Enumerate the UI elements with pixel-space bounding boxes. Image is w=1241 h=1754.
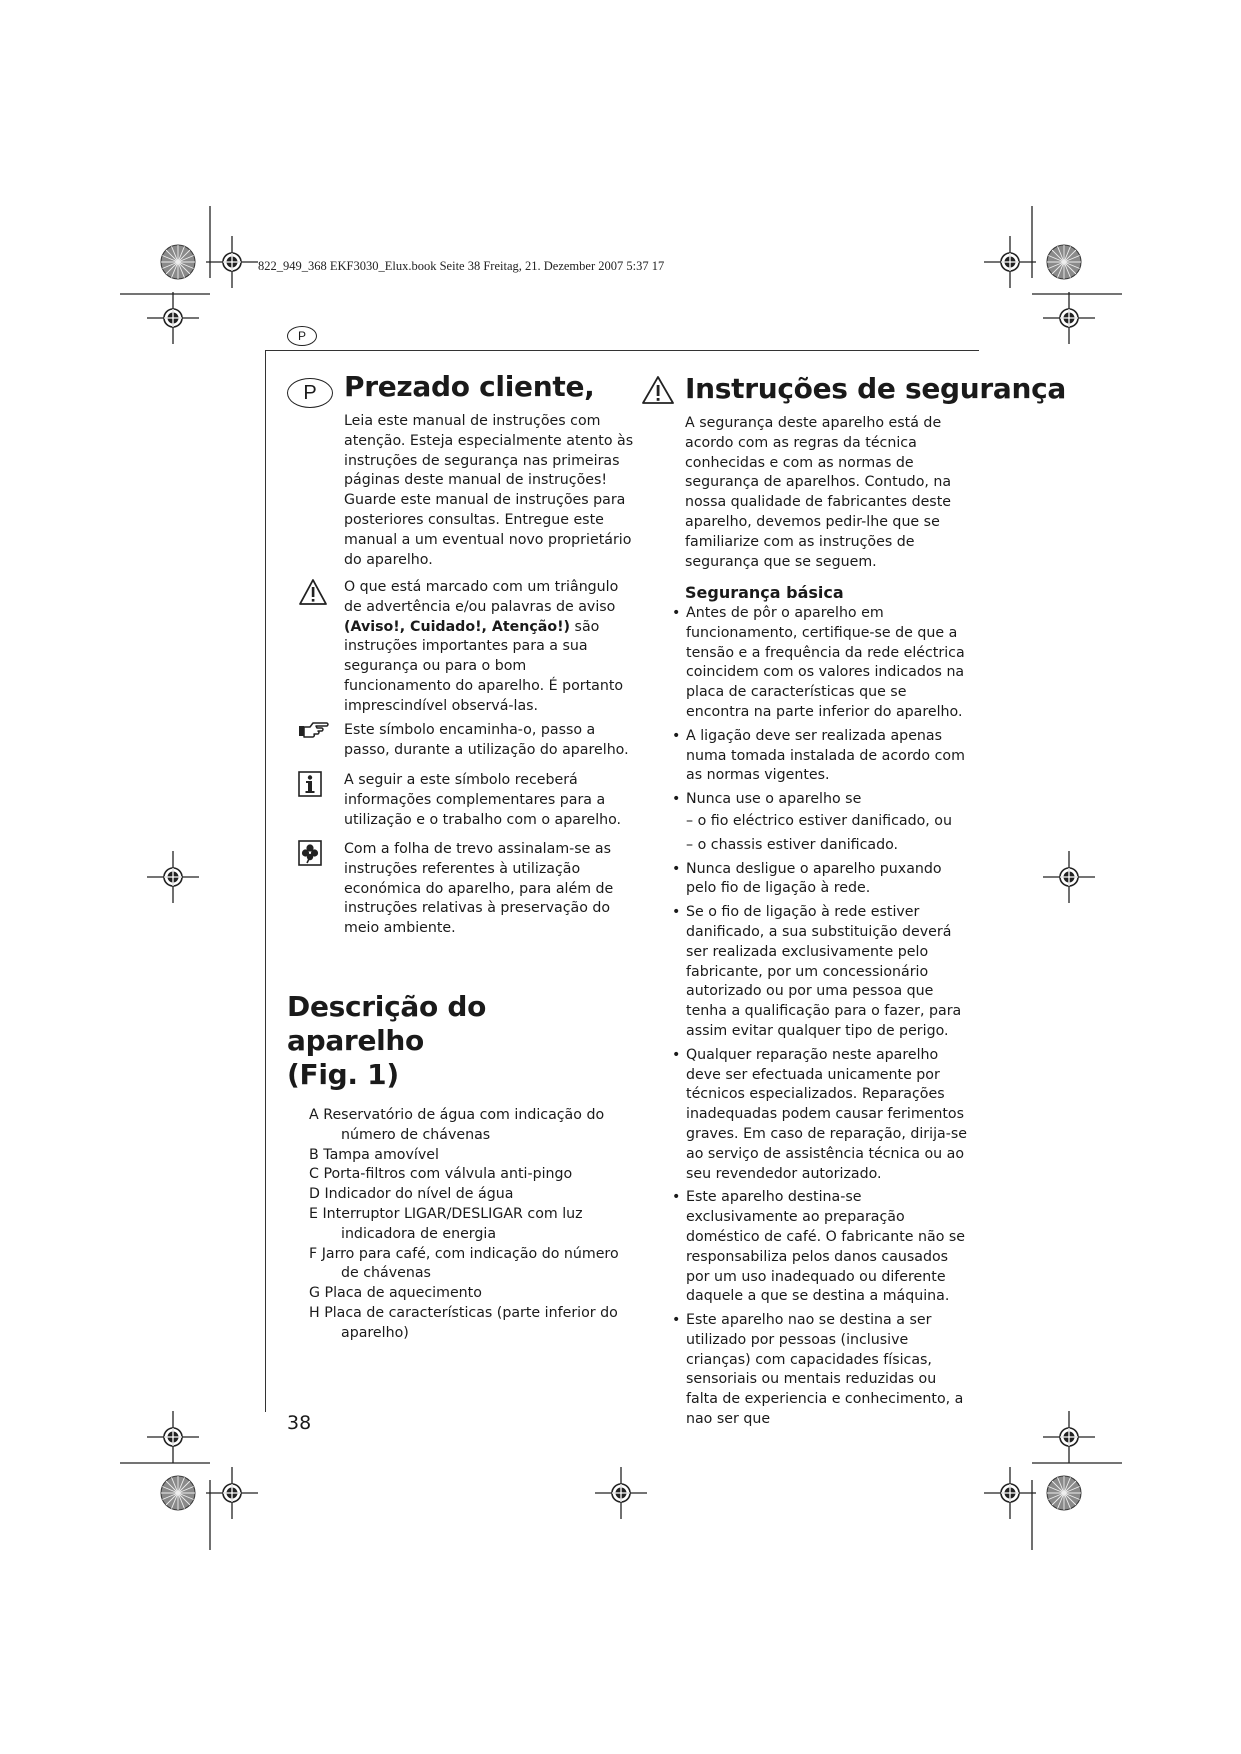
list-item: B Tampa amovível (309, 1146, 439, 1163)
print-header: 822_949_368 EKF3030_Elux.book Seite 38 Freitag, 21. Dezember 2007 5:37 17 (258, 259, 665, 273)
greeting-text: Leia este manual de instruções com atenção. Esteja especialmente atento às instruções de segurança nas primeiras páginas deste manual de instruções! Guarde este manual de instruções para posteriores consultas. Entregue este manual a um eventual novo proprietário do aparelho. (344, 413, 634, 568)
safety-title: Instruções de segurança (685, 372, 1067, 405)
symbol-clover (298, 840, 634, 939)
safety-title-icon-wrap (641, 375, 675, 409)
symbol-clover-text: Com a folha de trevo assinalam-se as instruções referentes à utilização económica do aparelho, para além de instruções relativas à preservação do meio ambiente. (344, 841, 614, 937)
list-item: • Nunca use o aparelho se – o fio eléctrico estiver danificado, ou – o chassis estiver danificado. (672, 790, 972, 855)
list-item: • Nunca desligue o aparelho puxando pelo fio de ligação à rede. (672, 860, 942, 897)
symbol-info-text: A seguir a este símbolo receberá informações complementares para a utilização e o trabalho com o aparelho. (344, 772, 622, 828)
margin-rule (265, 350, 266, 1412)
list-item: D Indicador do nível de água (309, 1186, 514, 1203)
header-rule (265, 350, 979, 351)
sub-list (686, 812, 972, 856)
language-badge-large: P (287, 378, 333, 408)
safety-section (685, 372, 1067, 604)
symbol-warning (298, 578, 634, 717)
warning-keywords: (Aviso!, Cuidado!, Atenção!) (344, 618, 571, 635)
list-item: E Interruptor LIGAR/DESLIGAR com luz indicadora de energia (309, 1205, 583, 1242)
info-icon (298, 771, 322, 797)
greeting-section (344, 370, 634, 570)
list-item: H Placa de características (parte inferior do aparelho) (309, 1304, 618, 1341)
list-item: • Antes de pôr o aparelho em funcionamento, certifique-se de que a tensão e a frequência da rede eléctrica coincidem com os valores indicados na placa de características que se encontra na parte inferior do aparelho. (672, 605, 965, 720)
page-number: 38 (287, 1412, 312, 1434)
list-item: • A ligação deve ser realizada apenas numa tomada instalada de acordo com as normas vigentes. (672, 727, 965, 784)
list-item: F Jarro para café, com indicação do número de chávenas (309, 1245, 619, 1282)
greeting-badge-wrap (287, 378, 333, 408)
basic-safety-heading: Segurança básica (685, 583, 844, 603)
list-item: G Placa de aquecimento (309, 1285, 482, 1302)
list-item: • Se o fio de ligação à rede estiver danificado, a sua substituição deverá ser realizada exclusivamente pelo fabricante, por um concessionário autorizado ou por uma pessoa que tenha a qualificação para o fazer, para assim evitar qualquer tipo de perigo. (672, 904, 962, 1039)
language-badge: P (287, 326, 317, 346)
greeting-title: Prezado cliente, (344, 370, 595, 403)
symbol-info (298, 771, 634, 830)
clover-leaf-icon (298, 840, 322, 866)
list-item: • Qualquer reparação neste aparelho deve ser efectuada unicamente por técnicos especializados. Reparações inadequadas podem causar ferimentos graves. Em caso de reparação, dirija-se ao serviço de assistência técnica ou ao seu revendedor autorizado. (672, 1046, 967, 1182)
list-item: • Este aparelho nao se destina a ser utilizado por pessoas (inclusive crianças) com capacidades físicas, sensoriais ou mentais reduzidas ou falta de experiencia e conhecimento, a nao ser que (672, 1312, 964, 1428)
language-tag (287, 325, 317, 346)
symbol-hand-text: Este símbolo encaminha-o, passo a passo, durante a utilização do aparelho. (344, 722, 629, 758)
list-item: A Reservatório de água com indicação do número de chávenas (309, 1107, 605, 1143)
warning-triangle-icon (298, 578, 328, 606)
pointing-hand-icon (298, 721, 330, 739)
list-item: C Porta-filtros com válvula anti-pingo (309, 1166, 573, 1183)
safety-intro: A segurança deste aparelho está de acordo com as regras da técnica conhecidas e com as normas de segurança de aparelhos. Contudo, na nossa qualidade de fabricantes deste aparelho, devemos pedir-lhe que se familiarize com as instruções de segurança que se seguem. (685, 415, 952, 570)
sub-list-item: – o fio eléctrico estiver danificado, ou (686, 812, 952, 829)
symbol-hand (298, 721, 634, 761)
safety-bullets (672, 604, 972, 1434)
description-section (287, 990, 632, 1344)
description-title: Descrição do aparelho (Fig. 1) (287, 990, 487, 1091)
sub-list-item: – o chassis estiver danificado. (686, 836, 899, 853)
parts-list (309, 1106, 629, 1344)
list-item: • Este aparelho destina-se exclusivamente ao preparação doméstico de café. O fabricante não se responsabiliza pelos danos causados por um uso inadequado ou diferente daquele a que se destina a máquina. (672, 1189, 966, 1305)
warning-triangle-icon (641, 375, 675, 405)
symbol-warning-text: O que está marcado com um triângulo de advertência e/ou palavras de aviso (Aviso!, Cuidado!, Atenção!) são instruções importantes para a sua segurança ou para o bom funcionamento do aparelho. É portanto imprescindível observá-las. (344, 579, 624, 714)
